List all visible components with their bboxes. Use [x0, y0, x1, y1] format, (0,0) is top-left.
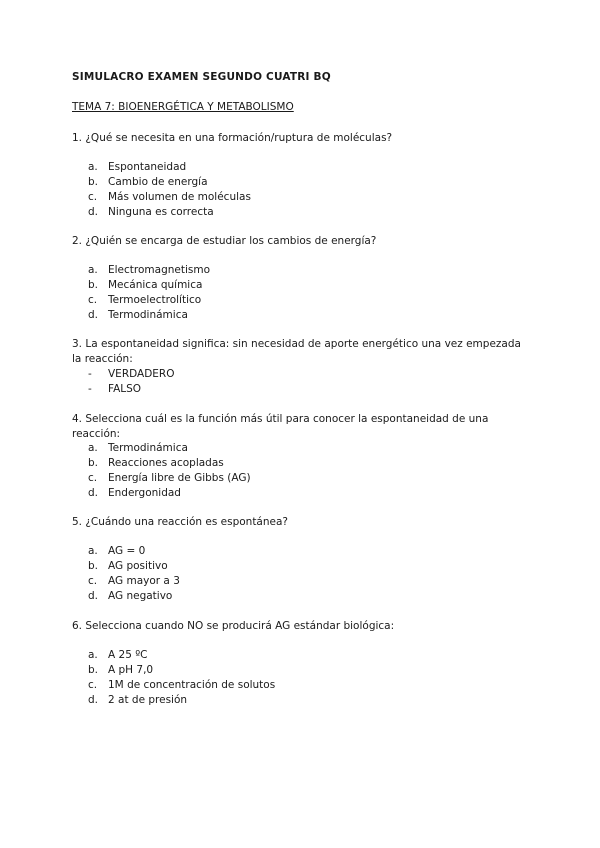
option: c. AG mayor a 3 — [88, 575, 180, 587]
question-4: 4. Selecciona cuál es la función más útil para conocer la espontaneidad de una reacción: — [72, 413, 489, 440]
option: a. Electromagnetismo — [88, 264, 211, 276]
question-3-options — [88, 367, 174, 397]
question-2: 2. ¿Quién se encarga de estudiar los cambios de energía? — [72, 235, 377, 247]
option: c. Energía libre de Gibbs (AG) — [88, 472, 251, 484]
option: c. Termoelectrolítico — [88, 294, 202, 306]
option: a. Termodinámica — [88, 442, 188, 454]
question-1-options — [88, 160, 251, 220]
option: d. AG negativo — [88, 590, 173, 602]
exam-title: SIMULACRO EXAMEN SEGUNDO CUATRI BQ — [72, 71, 331, 83]
option: c. Más volumen de moléculas — [88, 191, 251, 203]
option: a. A 25 ºC — [88, 649, 148, 661]
option: d. Ninguna es correcta — [88, 206, 214, 218]
question-5-options — [88, 544, 180, 604]
option: d. Termodinámica — [88, 309, 188, 321]
option: b. AG positivo — [88, 560, 168, 572]
question-6-options — [88, 648, 275, 708]
option: a. Espontaneidad — [88, 161, 187, 173]
option: a. AG = 0 — [88, 545, 146, 557]
topic-heading: TEMA 7: BIOENERGÉTICA Y METABOLISMO — [72, 101, 294, 113]
option: b. A pH 7,0 — [88, 664, 154, 676]
question-2-options — [88, 263, 210, 323]
option: b. Mecánica química — [88, 279, 203, 291]
option: c. 1M de concentración de solutos — [88, 679, 276, 691]
question-6: 6. Selecciona cuando NO se producirá AG estándar biológica: — [72, 620, 395, 632]
question-4-options — [88, 441, 251, 501]
option: - VERDADERO — [88, 368, 175, 380]
question-5: 5. ¿Cuándo una reacción es espontánea? — [72, 516, 288, 528]
option: b. Cambio de energía — [88, 176, 208, 188]
option: d. 2 at de presión — [88, 694, 188, 706]
option: b. Reacciones acopladas — [88, 457, 224, 469]
option: - FALSO — [88, 383, 142, 395]
option: d. Endergonidad — [88, 487, 181, 499]
question-3: 3. La espontaneidad significa: sin necesidad de aporte energético una vez empezada la reacción: — [72, 338, 521, 365]
question-1: 1. ¿Qué se necesita en una formación/ruptura de moléculas? — [72, 132, 393, 144]
